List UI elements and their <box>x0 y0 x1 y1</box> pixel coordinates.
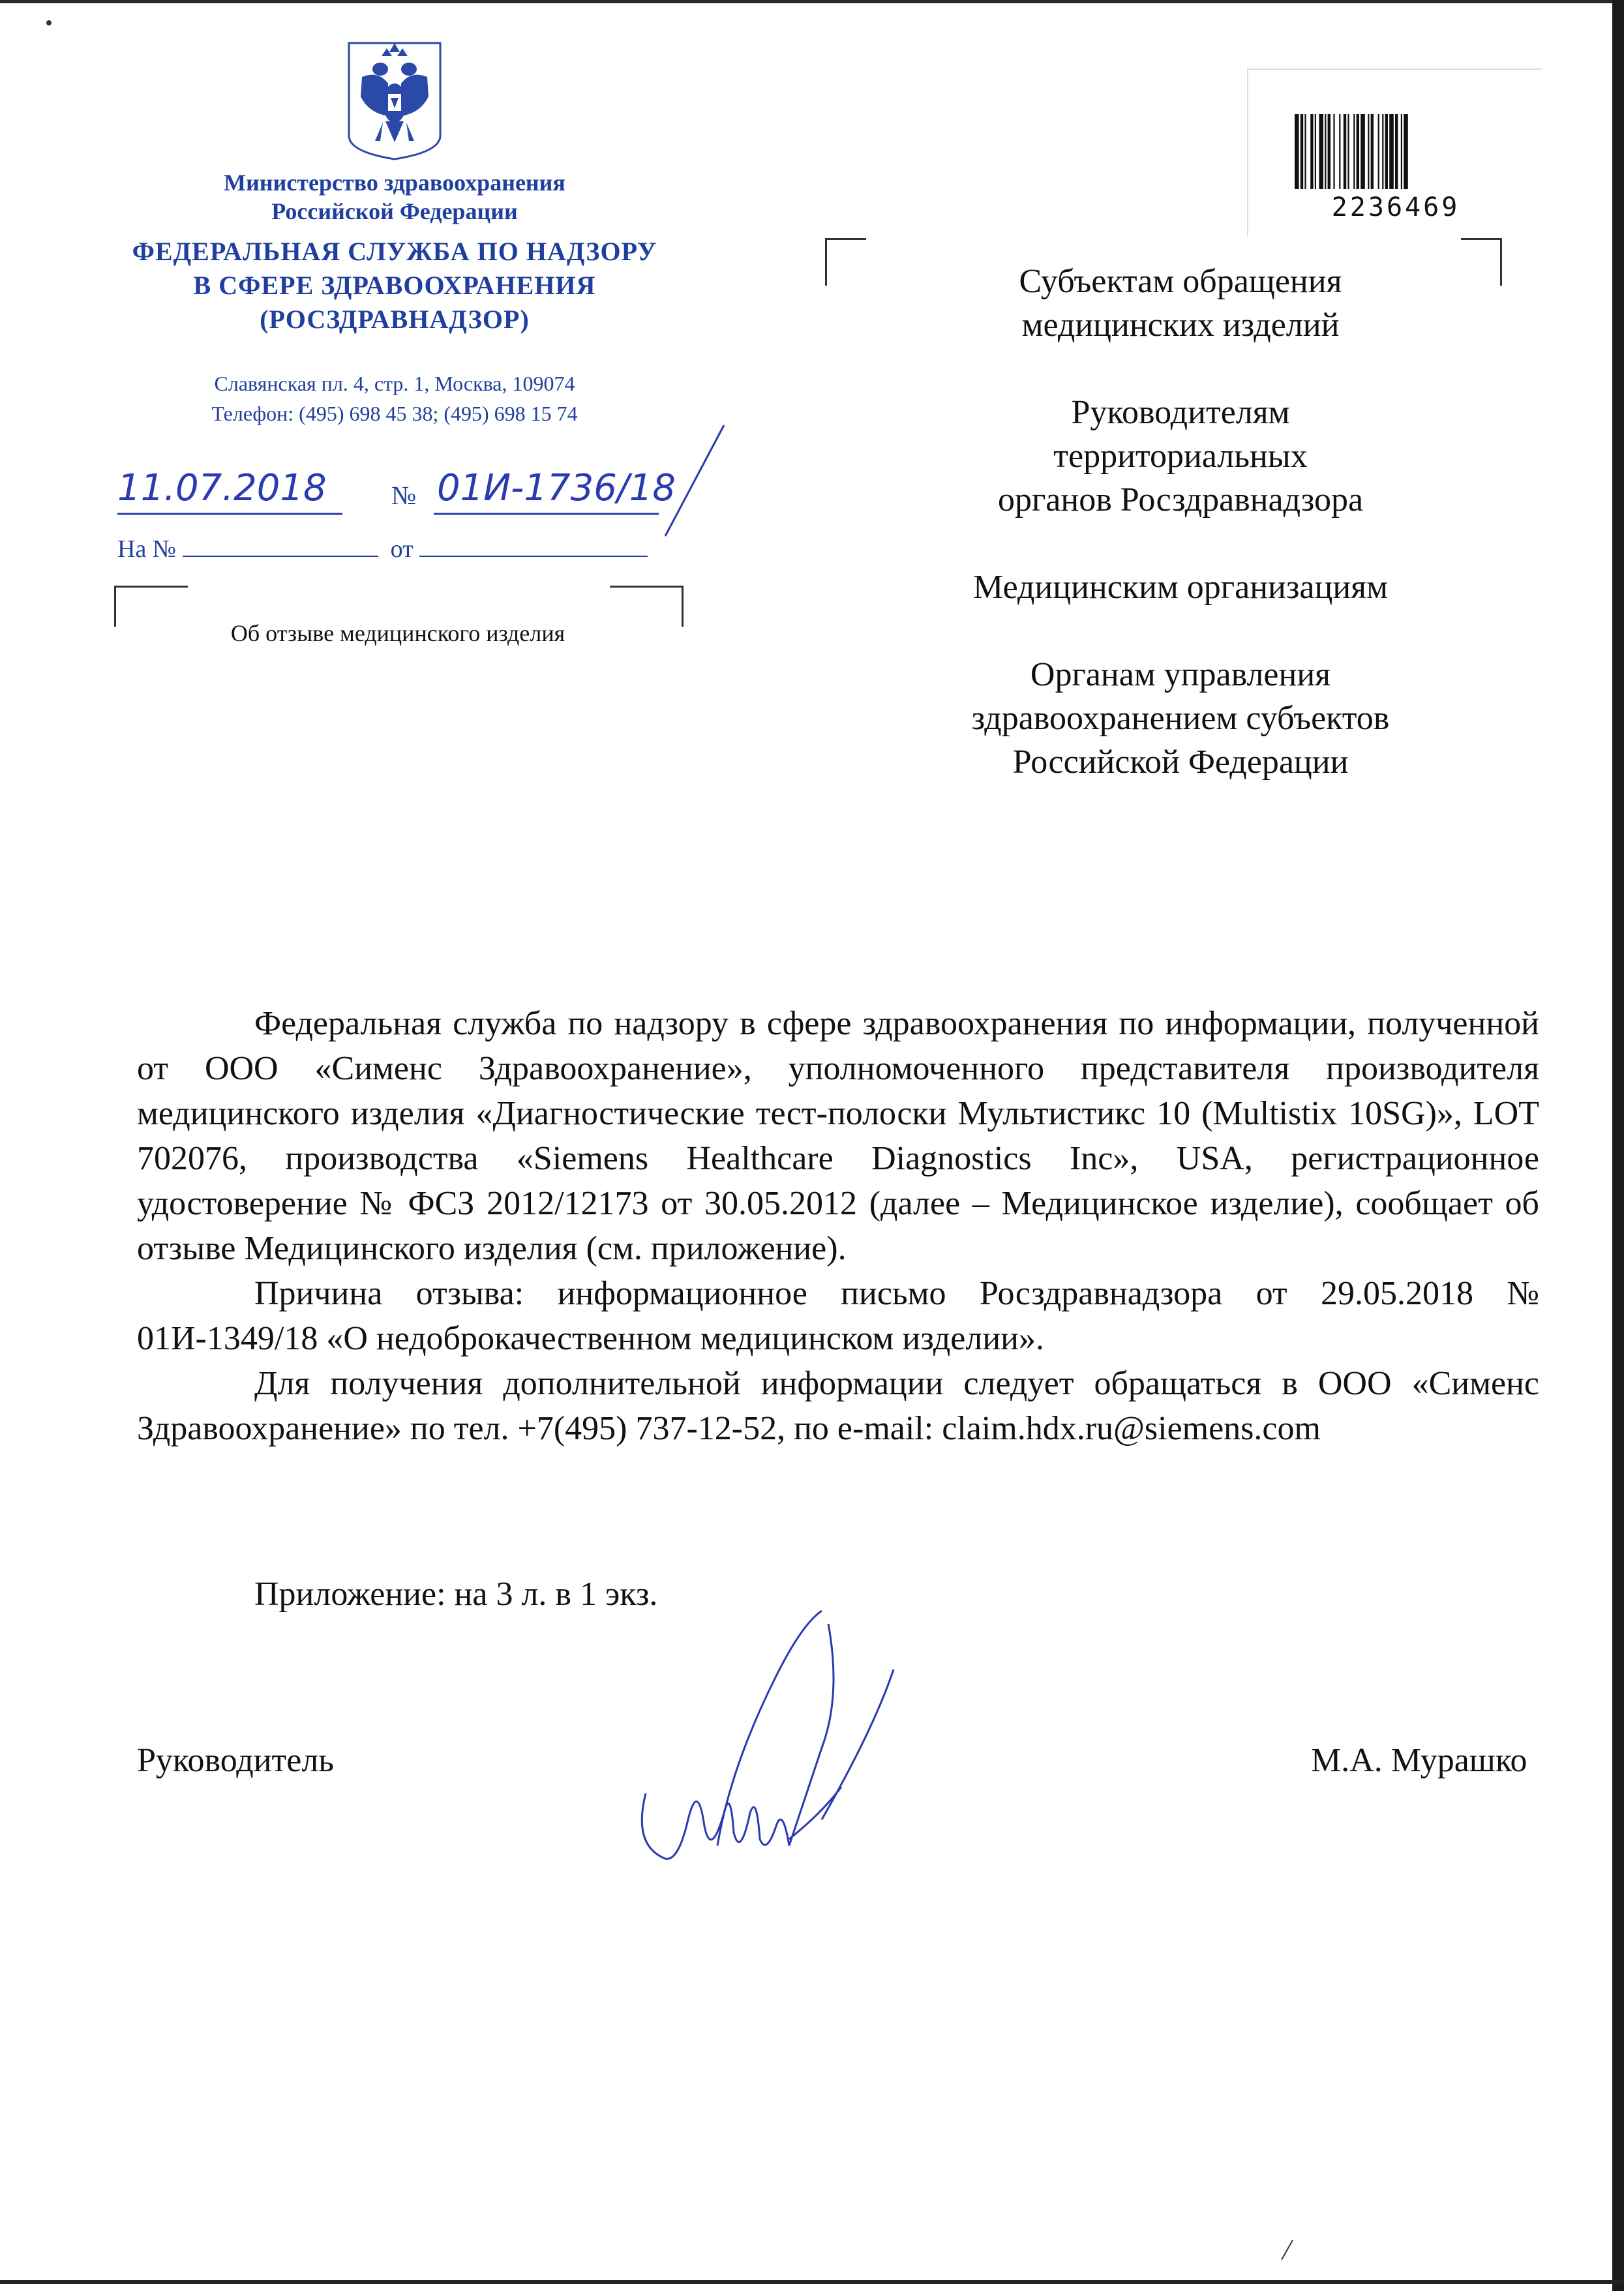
addressee-item <box>874 653 1487 784</box>
addressee-line: Медицинским организациям <box>973 569 1388 606</box>
reply-number-label: На № <box>117 535 177 563</box>
addressee-line: здравоохранением субъектов <box>971 700 1390 737</box>
body-paragraph-2: Причина отзыва: информационное письмо Росздравнадзора от 29.05.2018 № 01И-1349/18 «О недоброкачественном медицинском изделии». <box>137 1275 1539 1357</box>
barcode-bar <box>1395 114 1398 189</box>
barcode-bar <box>1389 114 1394 189</box>
scan-speck-icon <box>44 18 53 27</box>
barcode-bar <box>1295 114 1299 189</box>
addressee-item <box>874 565 1487 609</box>
pen-tick-icon <box>1278 2237 1298 2263</box>
reply-reference-line <box>117 535 648 563</box>
addressee-block <box>874 260 1487 828</box>
addressee-line: Субъектам обращения <box>1019 263 1342 300</box>
barcode-bar <box>1401 114 1402 189</box>
addressee-line: Органам управления <box>1030 656 1331 693</box>
service-line-3: (РОСЗДРАВНАДЗОР) <box>260 305 530 334</box>
barcode-bar <box>1385 114 1388 189</box>
barcode-bar <box>1357 114 1359 189</box>
scan-edge-right <box>1612 0 1624 2291</box>
ministry-name <box>124 168 665 226</box>
barcode-bar <box>1353 114 1355 189</box>
barcode-bar <box>1315 114 1316 189</box>
number-sign: № <box>391 481 417 510</box>
addressee-line: органов Росздравнадзора <box>997 481 1364 518</box>
addressee-bracket-left <box>825 238 866 286</box>
addressee-item <box>874 391 1487 522</box>
registration-line <box>117 464 717 517</box>
addressee-line: Руководителям <box>1071 394 1290 431</box>
barcode-number: 2236469 <box>1331 192 1460 222</box>
barcode-bar <box>1368 114 1369 189</box>
letter-subject: Об отзыве медицинского изделия <box>230 620 565 646</box>
address-line-2: Телефон: (495) 698 45 38; (495) 698 15 74 <box>211 402 578 425</box>
service-name <box>98 235 691 337</box>
service-line-2: В СФЕРЕ ЗДРАВООХРАНЕНИЯ <box>193 271 596 300</box>
reply-from-label: от <box>390 535 414 563</box>
reply-date-blank <box>419 536 648 557</box>
barcode-bar <box>1371 114 1374 189</box>
barcode-bar <box>1404 114 1408 189</box>
barcode-bar <box>1361 114 1365 189</box>
barcode-bar <box>1310 114 1313 189</box>
handwritten-signature-icon <box>626 1598 913 1872</box>
service-line-1: ФЕДЕРАЛЬНАЯ СЛУЖБА ПО НАДЗОРУ <box>132 237 657 266</box>
scan-edge-top <box>0 0 1624 3</box>
ministry-line-1: Министерство здравоохранения <box>224 170 565 196</box>
addressee-line: территориальных <box>1053 438 1308 475</box>
service-address <box>124 368 665 428</box>
barcode-bar <box>1382 114 1383 189</box>
barcode-bar <box>1319 114 1323 189</box>
barcode-icon <box>1295 114 1497 189</box>
ministry-line-2: Российской Федерации <box>271 198 518 224</box>
body-paragraph-1: Федеральная служба по надзору в сфере здравоохранения по информации, полученной от ООО «Сименс Здравоохранение», уполномоченного представителя производителя медицинского изделия «Диагностические тест-полоски Мультистикс 10 (Multistix 10SG)», LOT 702076, производства «Siemens Healthcare Diagnostics Inc», USA, регистрационное удостоверение № ФСЗ 2012/12173 от 30.05.2012 (далее – Медицинское изделие), сообщает об отзыве Медицинского изделия (см. приложение). <box>137 1005 1539 1267</box>
signer-name: М.А. Мурашко <box>1311 1742 1527 1779</box>
barcode-bar <box>1304 114 1306 189</box>
barcode-bar <box>1339 114 1340 189</box>
barcode-bar <box>1301 114 1303 189</box>
addressee-line: медицинских изделий <box>1021 307 1340 344</box>
double-headed-eagle-icon <box>342 38 447 162</box>
barcode-bar <box>1328 114 1331 189</box>
registration-date: 11.07.2018 <box>117 467 327 509</box>
scan-edge-bottom <box>0 2280 1624 2284</box>
barcode-bar <box>1325 114 1326 189</box>
reply-number-blank <box>183 536 378 557</box>
barcode-bar <box>1333 114 1334 189</box>
addressee-line: Российской Федерации <box>1012 743 1349 781</box>
barcode-bar <box>1344 114 1346 189</box>
barcode-bar <box>1378 114 1379 189</box>
addressee-item <box>874 260 1487 347</box>
letter-body <box>137 1001 1539 1451</box>
signer-role: Руководитель <box>137 1742 334 1779</box>
address-line-1: Славянская пл. 4, стр. 1, Москва, 109074 <box>214 372 575 395</box>
barcode-bar <box>1347 114 1349 189</box>
body-paragraph-3: Для получения дополнительной информации следует обращаться в ООО «Сименс Здравоохранение» по тел. +7(495) 737-12-52, по e-mail: claim.hdx.ru@siemens.com <box>137 1365 1539 1447</box>
registration-number: 01И-1736/18 <box>437 467 676 509</box>
attachment-note: Приложение: на 3 л. в 1 экз. <box>254 1576 658 1613</box>
